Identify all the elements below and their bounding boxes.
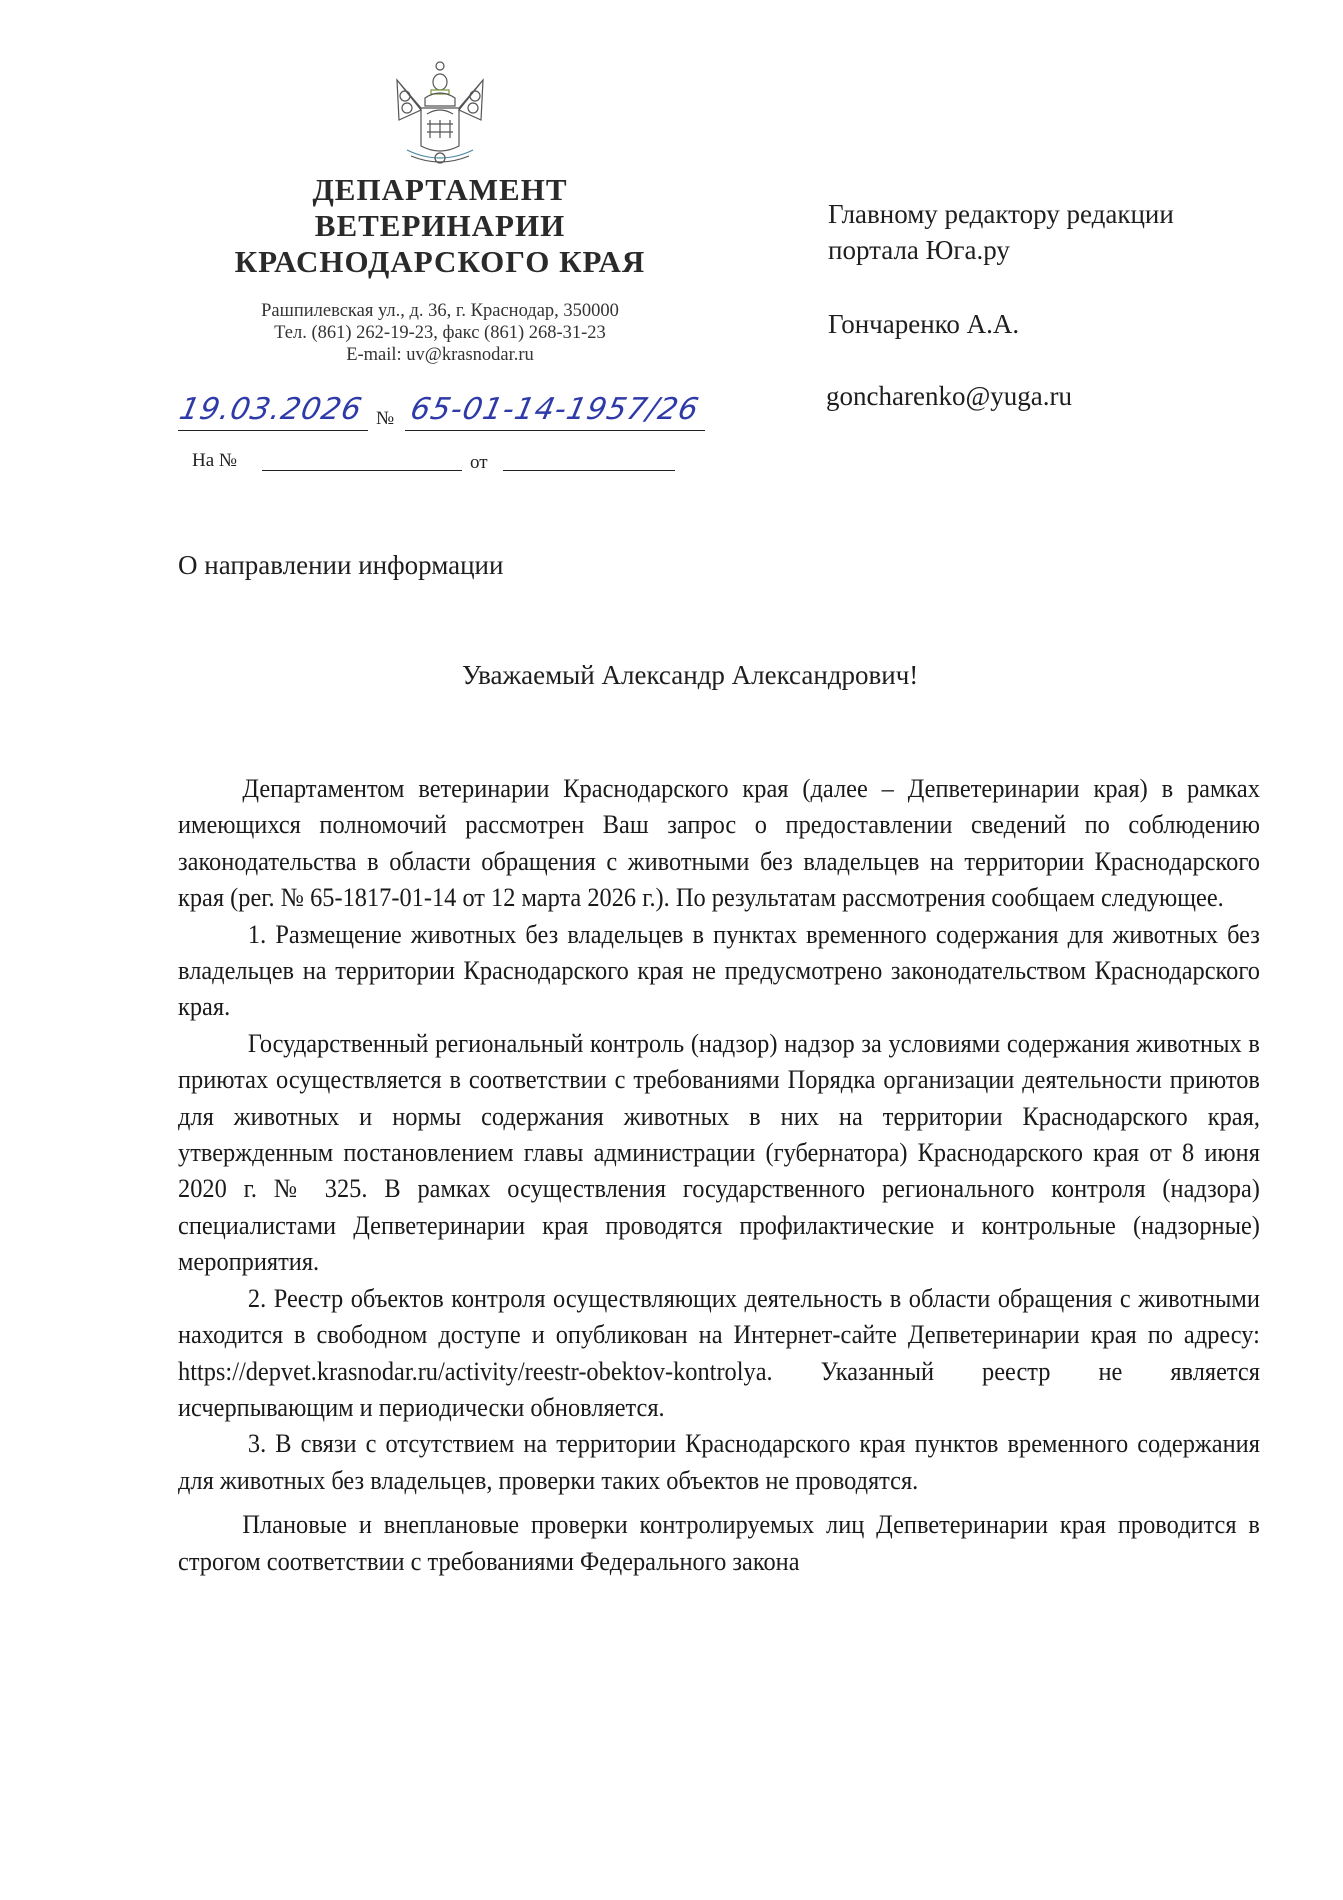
department-title-line-1: ДЕПАРТАМЕНТ <box>312 172 568 207</box>
paragraph-item-3: 3. В связи с отсутствием на территории Краснодарского края пунктов временного содержания для животных без владельцев, проверки таких объектов не проводятся. <box>178 1428 1260 1495</box>
date-field <box>176 392 368 431</box>
recipient-organization: портала Юга.ру <box>828 235 1010 265</box>
letter-subject: О направлении информации <box>178 550 504 580</box>
number-label: № <box>376 408 395 429</box>
department-title-line-2: ВЕТЕРИНАРИИ <box>314 208 566 243</box>
coat-of-arms-emblem <box>385 58 495 170</box>
paragraph-control: Государственный региональный контроль (надзор) надзор за условиями содержания животных в приютах осуществляется в соответствии с требованиями Порядка организации деятельности приютов для животных и нормы содержания животных в них на территории Краснодарского края, утвержденным постановлением главы администрации (губернатора) Краснодарского края от 8 июня 2020 г. № 325. В рамках осуществления государственного регионального контроля (надзора) специалистами Депветеринарии края проводятся профилактические и контрольные (надзорные) мероприятия. <box>178 1027 1260 1277</box>
salutation: Уважаемый Александр Александрович! <box>462 660 919 690</box>
recipient-email: goncharenko@yuga.ru <box>826 381 1073 411</box>
paragraph-intro: Департаментом ветеринарии Краснодарского края (далее – Депветеринарии края) в рамках имеющихся полномочий рассмотрен Ваш запрос о предоставлении сведений по соблюдению законодательства в области обращения с животными без владельцев на территории Краснодарского края (рег. № 65-1817-01-14 от 12 марта 2026 г.). По результатам рассмотрения сообщаем следующее. <box>178 773 1260 913</box>
department-address: Рашпилевская ул., д. 36, г. Краснодар, 350000 <box>261 301 619 321</box>
department-email: E-mail: uv@krasnodar.ru <box>346 345 534 365</box>
reply-from-date-line <box>503 470 675 471</box>
handwritten-number: 65-01-14-1957/26 <box>407 392 703 427</box>
reply-to-number-line <box>262 470 462 471</box>
letter-body <box>178 770 1260 1579</box>
from-label: от <box>470 452 488 473</box>
number-field <box>405 392 705 431</box>
paragraph-inspections: Плановые и внеплановые проверки контролируемых лиц Депветеринарии края проводится в строгом соответствии с требованиями Федерального закона <box>178 1509 1260 1576</box>
reply-to-label: На № <box>192 450 238 471</box>
paragraph-item-2: 2. Реестр объектов контроля осуществляющих деятельность в области обращения с животными находится в свободном доступе и опубликован на Интернет-сайте Депветеринарии края по адресу: https://depvet.krasnodar.ru/activity/reestr-obektov-kontrolya. Указанный реестр не является исчерпывающим и периодически обновляется. <box>178 1282 1260 1422</box>
handwritten-date: 19.03.2026 <box>176 392 366 427</box>
paragraph-item-1: 1. Размещение животных без владельцев в пунктах временного содержания для животных без владельцев на территории Краснодарского края не предусмотрено законодательством Краснодарского края. <box>178 918 1260 1022</box>
department-phones: Тел. (861) 262-19-23, факс (861) 268-31-23 <box>274 323 606 343</box>
recipient-name: Гончаренко А.А. <box>828 309 1020 339</box>
recipient-title: Главному редактору редакции <box>828 199 1174 229</box>
department-title-line-3: КРАСНОДАРСКОГО КРАЯ <box>234 244 646 279</box>
